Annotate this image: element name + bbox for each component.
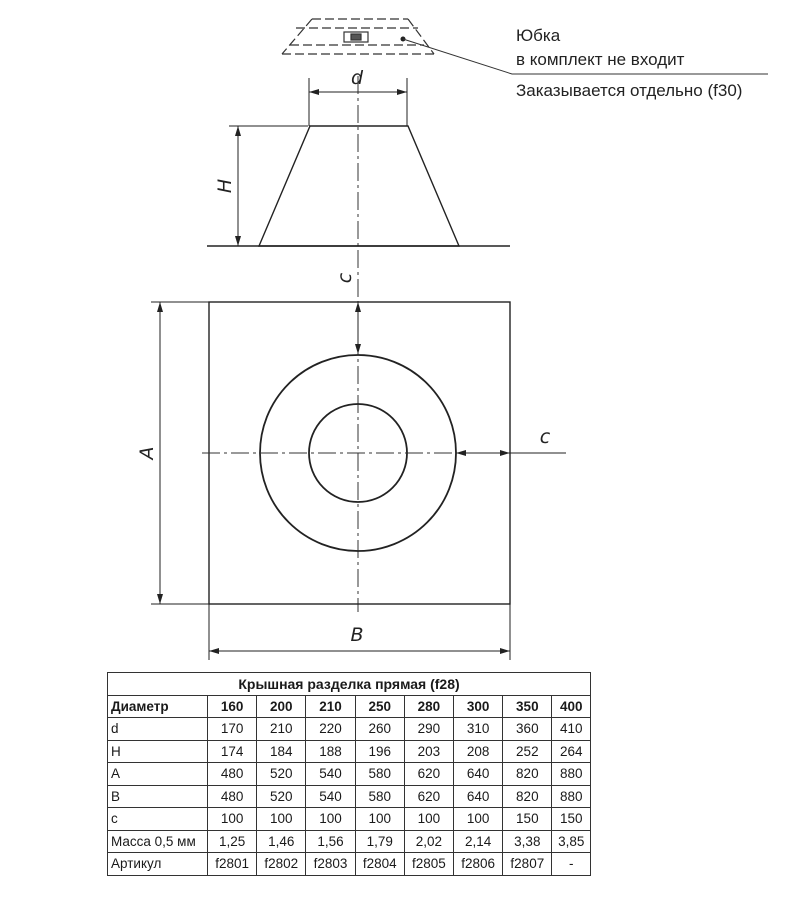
table-cell: 620 xyxy=(404,785,453,808)
table-cell: 540 xyxy=(306,785,355,808)
table-cell: 520 xyxy=(257,785,306,808)
table-cell: 174 xyxy=(208,740,257,763)
skirt-outline xyxy=(282,19,434,54)
header-label: Диаметр xyxy=(108,695,208,718)
table-cell: 264 xyxy=(552,740,591,763)
table-cell: f2807 xyxy=(503,853,552,876)
table-cell: f2803 xyxy=(306,853,355,876)
table-cell: f2802 xyxy=(257,853,306,876)
table-cell: 580 xyxy=(355,763,404,786)
table-cell: 1,56 xyxy=(306,830,355,853)
dim-label-c-right: c xyxy=(539,426,551,448)
a-dimension xyxy=(151,302,209,604)
table-header-row xyxy=(108,695,591,718)
table-cell: 640 xyxy=(454,763,503,786)
table-cell: 580 xyxy=(355,785,404,808)
table-cell: 880 xyxy=(552,763,591,786)
dim-label-d: d xyxy=(350,67,364,89)
row-label: Масса 0,5 мм xyxy=(108,830,208,853)
table-cell: 880 xyxy=(552,785,591,808)
table-cell: 480 xyxy=(208,763,257,786)
table-cell: 1,25 xyxy=(208,830,257,853)
table-row xyxy=(108,853,591,876)
table-cell: 310 xyxy=(454,718,503,741)
skirt-order-note: Заказывается отдельно (f30) xyxy=(516,81,743,100)
table-cell: 3,85 xyxy=(552,830,591,853)
column-header: 350 xyxy=(503,695,552,718)
table-cell: 520 xyxy=(257,763,306,786)
table-cell: 210 xyxy=(257,718,306,741)
dim-label-c-top: c xyxy=(334,272,356,284)
table-cell: 188 xyxy=(306,740,355,763)
column-header: 160 xyxy=(208,695,257,718)
table-cell: f2806 xyxy=(454,853,503,876)
table-cell: 100 xyxy=(355,808,404,831)
column-header: 400 xyxy=(552,695,591,718)
table-cell: 100 xyxy=(404,808,453,831)
table-cell: 3,38 xyxy=(503,830,552,853)
table-cell: 100 xyxy=(208,808,257,831)
table-cell: 640 xyxy=(454,785,503,808)
row-label: B xyxy=(108,785,208,808)
table-cell: 252 xyxy=(503,740,552,763)
cone-outline xyxy=(259,126,459,246)
table-cell: 100 xyxy=(306,808,355,831)
table-row xyxy=(108,785,591,808)
row-label: H xyxy=(108,740,208,763)
column-header: 280 xyxy=(404,695,453,718)
table-title: Крышная разделка прямая (f28) xyxy=(108,673,591,696)
table-row xyxy=(108,718,591,741)
table-cell: 480 xyxy=(208,785,257,808)
h-dimension xyxy=(229,126,308,246)
table-row xyxy=(108,830,591,853)
row-label: d xyxy=(108,718,208,741)
dim-label-H: H xyxy=(214,178,236,194)
table-cell: 150 xyxy=(552,808,591,831)
table-cell: f2805 xyxy=(404,853,453,876)
table-cell: - xyxy=(552,853,591,876)
table-cell: 820 xyxy=(503,763,552,786)
table-cell: f2801 xyxy=(208,853,257,876)
table-cell: 150 xyxy=(503,808,552,831)
row-label: c xyxy=(108,808,208,831)
table-cell: 203 xyxy=(404,740,453,763)
table-cell: 100 xyxy=(257,808,306,831)
table-cell: 360 xyxy=(503,718,552,741)
table-body xyxy=(108,718,591,876)
table-cell: 100 xyxy=(454,808,503,831)
dim-label-A: A xyxy=(136,446,158,460)
table-cell: 1,46 xyxy=(257,830,306,853)
spec-table xyxy=(107,672,591,876)
column-header: 300 xyxy=(454,695,503,718)
table-row xyxy=(108,808,591,831)
table-title-row xyxy=(108,673,591,696)
table-cell: 170 xyxy=(208,718,257,741)
table-cell: 196 xyxy=(355,740,404,763)
table-cell: 184 xyxy=(257,740,306,763)
table-row xyxy=(108,740,591,763)
table-cell: 290 xyxy=(404,718,453,741)
row-label: Артикул xyxy=(108,853,208,876)
skirt-title: Юбка xyxy=(516,26,561,45)
table-cell: 2,14 xyxy=(454,830,503,853)
table-cell: 820 xyxy=(503,785,552,808)
table-cell: 540 xyxy=(306,763,355,786)
table-cell: 220 xyxy=(306,718,355,741)
table-cell: 260 xyxy=(355,718,404,741)
dim-label-B: B xyxy=(350,624,364,646)
row-label: A xyxy=(108,763,208,786)
table-cell: 620 xyxy=(404,763,453,786)
table-cell: 410 xyxy=(552,718,591,741)
column-header: 210 xyxy=(306,695,355,718)
table-cell: 2,02 xyxy=(404,830,453,853)
table-cell: 208 xyxy=(454,740,503,763)
table-cell: f2804 xyxy=(355,853,404,876)
column-header: 200 xyxy=(257,695,306,718)
table-cell: 1,79 xyxy=(355,830,404,853)
table-row xyxy=(108,763,591,786)
skirt-not-included-note: в комплект не входит xyxy=(516,50,685,69)
column-header: 250 xyxy=(355,695,404,718)
